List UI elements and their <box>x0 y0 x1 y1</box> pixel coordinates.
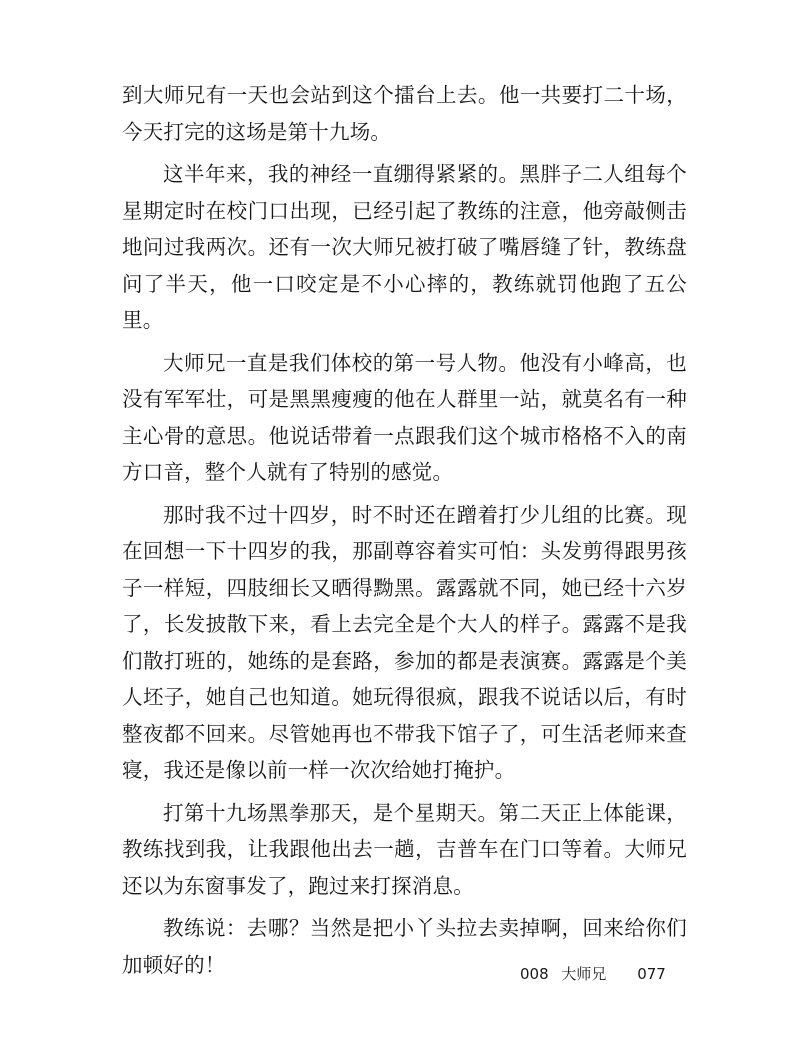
page-footer <box>520 962 720 986</box>
paragraph: 大师兄一直是我们体校的第一号人物。他没有小峰高，也没有军军壮，可是黑黑瘦瘦的他在人群里一站，就莫名有一种主心骨的意思。他说话带着一点跟我们这个城市格格不入的南方口音，整个人就有了特别的感觉。 <box>122 350 687 484</box>
paragraph: 那时我不过十四岁，时不时还在蹭着打少儿组的比赛。现在回想一下十四岁的我，那副尊容着实可怕：头发剪得跟男孩子一样短，四肢细长又晒得黝黑。露露就不同，她已经十六岁了，长发披散下来，看上去完全是个大人的样子。露露不是我们散打班的，她练的是套路，参加的都是表演赛。露露是个美人坯子，她自己也知道。她玩得很疯，跟我不说话以后，有时整夜都不回来。尽管她再也不带我下馆子了，可生活老师来查寝，我还是像以前一样一次次给她打掩护。 <box>122 502 687 782</box>
chapter-number: 008 <box>520 965 549 983</box>
page-number: 077 <box>637 965 666 983</box>
chapter-title: 大师兄 <box>561 965 607 983</box>
body-text <box>122 77 687 989</box>
paragraph-continued: 到大师兄有一天也会站到这个擂台上去。他一共要打二十场，今天打完的这场是第十九场。 <box>122 83 687 144</box>
paragraph: 教练说：去哪？当然是把小丫头拉去卖掉啊，回来给你们加顿好的！ <box>122 916 687 977</box>
paragraph: 这半年来，我的神经一直绷得紧紧的。黑胖子二人组每个星期定时在校门口出现，已经引起了教练的注意，他旁敲侧击地问过我两次。还有一次大师兄被打破了嘴唇缝了针，教练盘问了半天，他一口咬定是不小心摔的，教练就罚他跑了五公里。 <box>122 162 687 332</box>
paragraph: 打第十九场黑拳那天，是个星期天。第二天正上体能课，教练找到我，让我跟他出去一趟，吉普车在门口等着。大师兄还以为东窗事发了，跑过来打探消息。 <box>122 800 687 898</box>
